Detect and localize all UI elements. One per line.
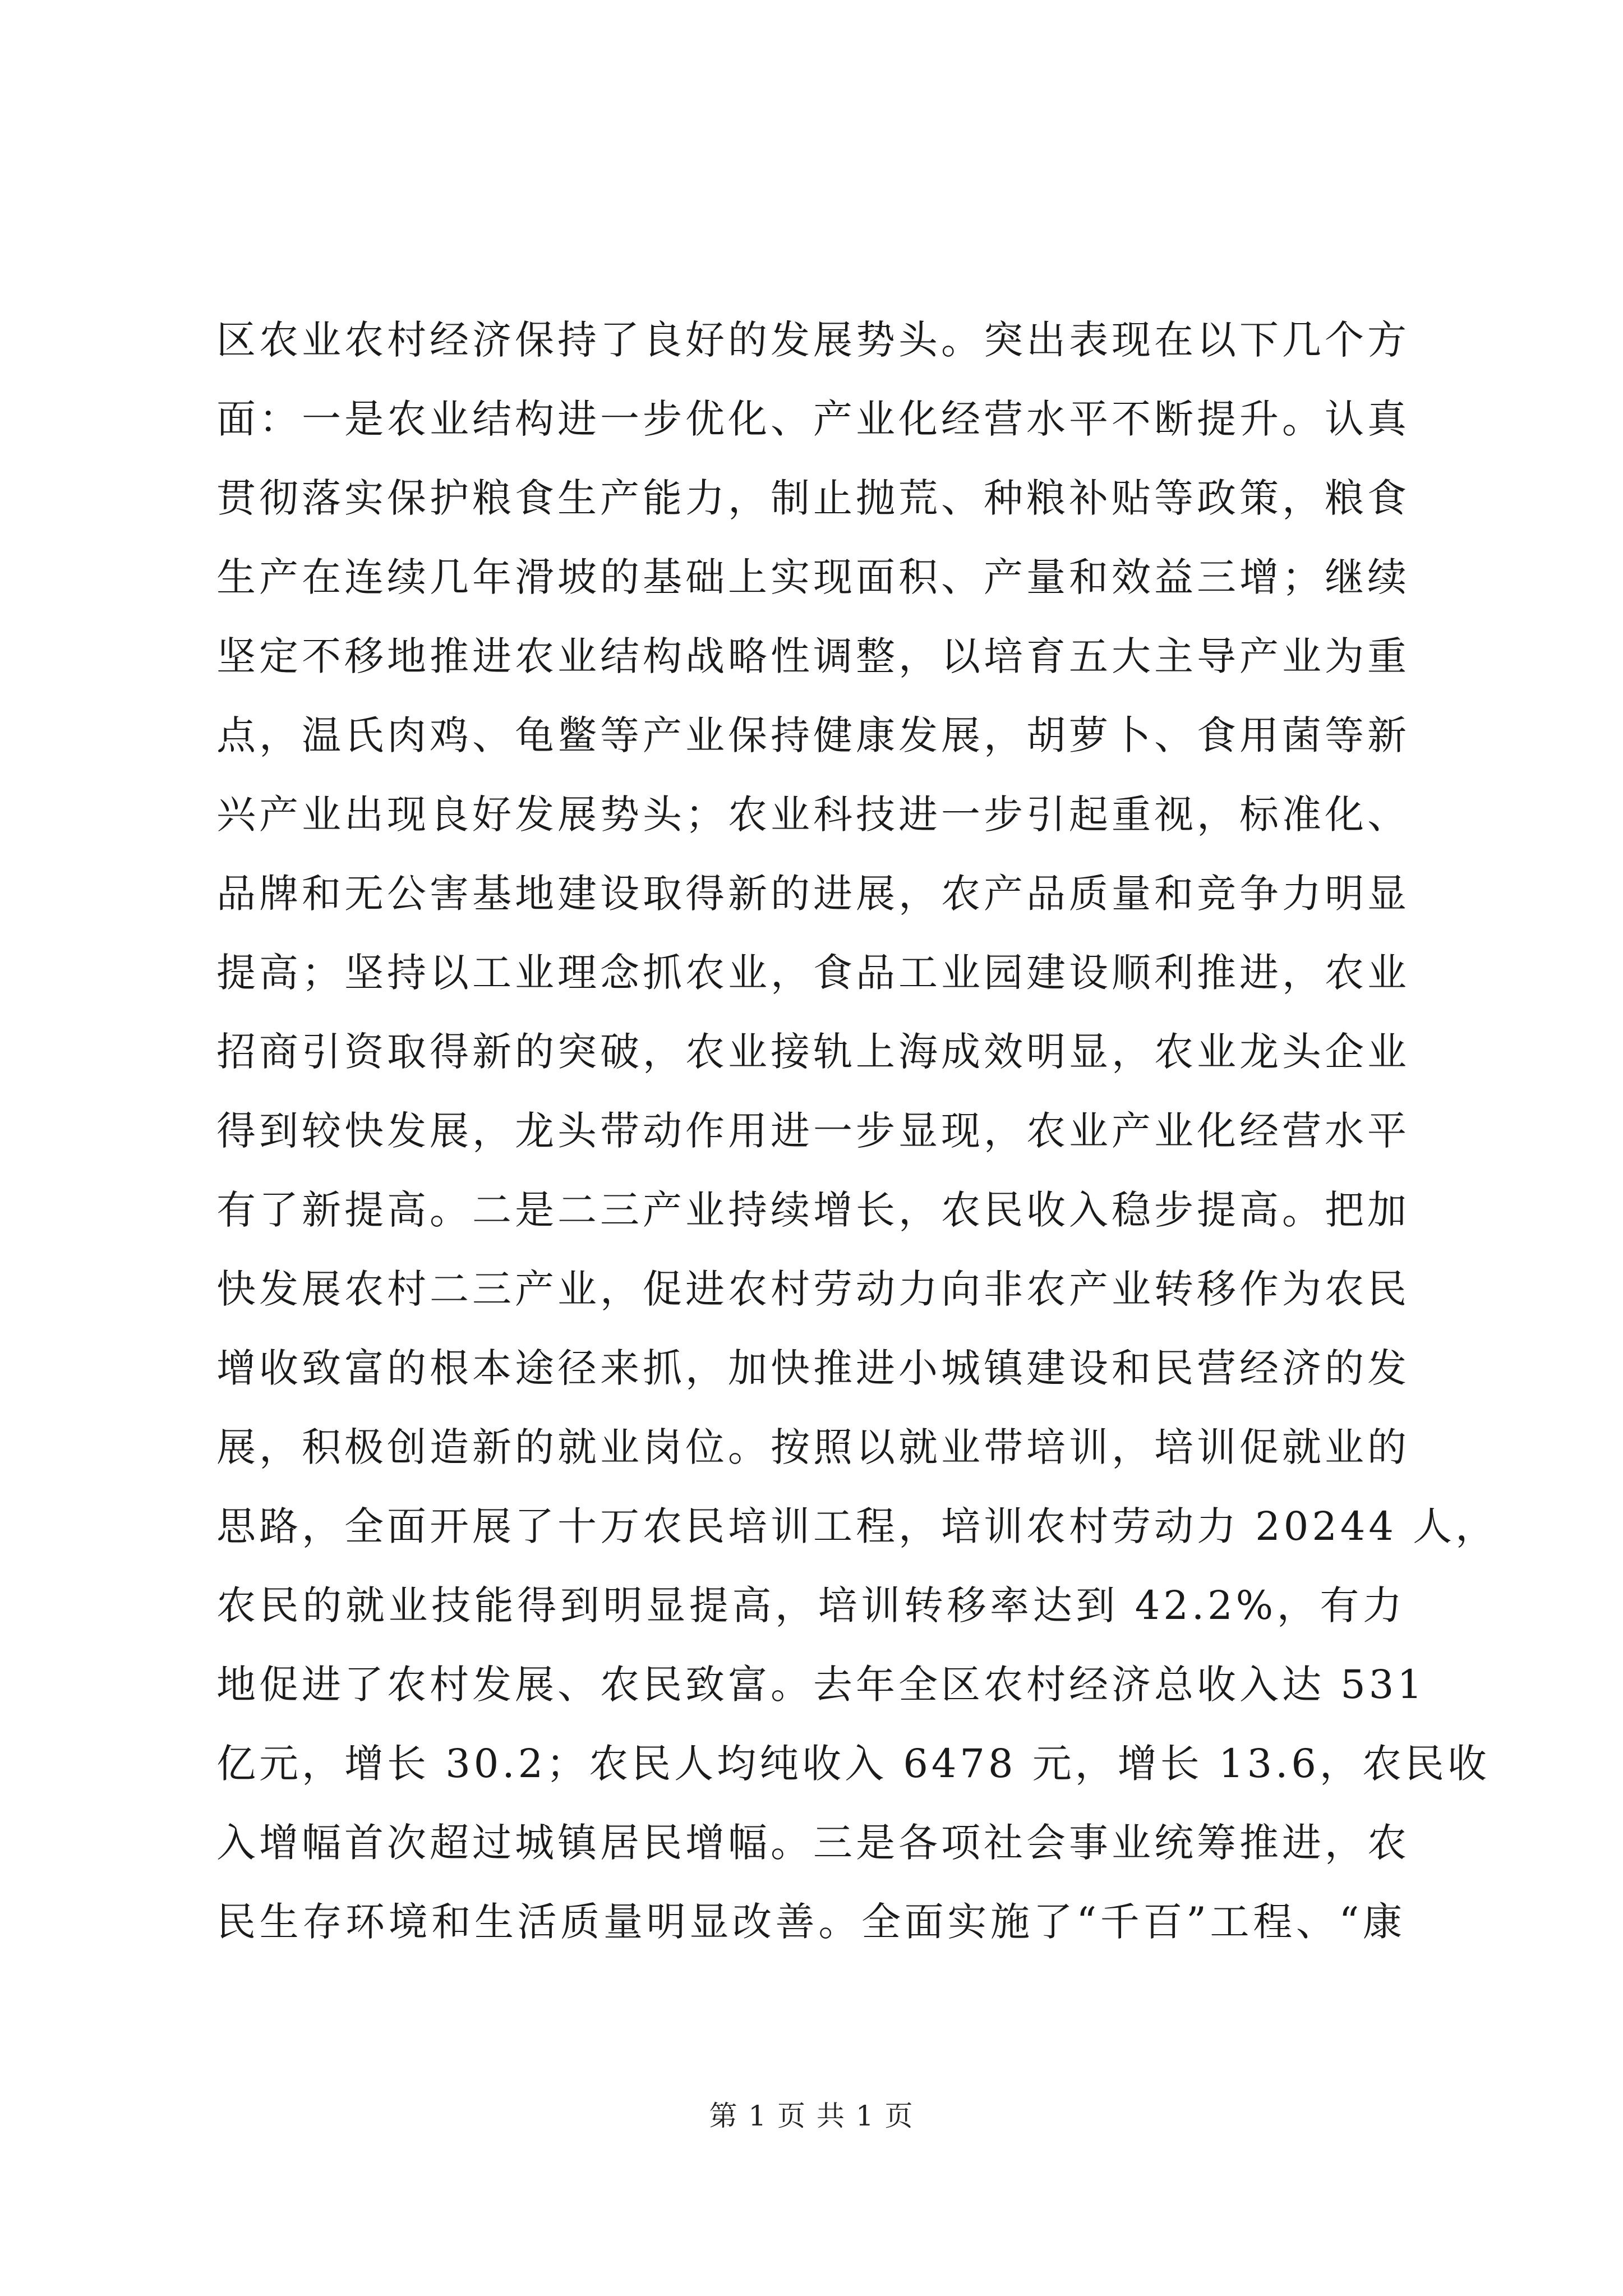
- text-line: 区农业农村经济保持了良好的发展势头。突出表现在以下几个方: [216, 317, 1410, 363]
- text-line: 招商引资取得新的突破，农业接轨上海成效明显，农业龙头企业: [216, 1029, 1410, 1075]
- text-line: 点，温氏肉鸡、龟鳖等产业保持健康发展，胡萝卜、食用菌等新: [216, 712, 1410, 758]
- text-line: 兴产业出现良好发展势头；农业科技进一步引起重视，标准化、: [216, 792, 1410, 838]
- text-line: 入增幅首次超过城镇居民增幅。三是各项社会事业统筹推进，农: [216, 1820, 1410, 1866]
- text-line: 地促进了农村发展、农民致富。去年全区农村经济总收入达 531: [216, 1662, 1426, 1708]
- text-line: 快发展农村二三产业，促进农村劳动力向非农产业转移作为农民: [216, 1266, 1410, 1312]
- page-footer: [0, 2099, 1623, 2133]
- text-line: 提高；坚持以工业理念抓农业，食品工业园建设顺利推进，农业: [216, 950, 1410, 996]
- text-line: 展，积极创造新的就业岗位。按照以就业带培训，培训促就业的: [216, 1424, 1410, 1470]
- text-line: 贯彻落实保护粮食生产能力，制止抛荒、种粮补贴等政策，粮食: [216, 475, 1410, 521]
- text-line: 亿元，增长 30.2；农民人均纯收入 6478 元，增长 13.6，农民收: [216, 1741, 1490, 1787]
- text-line: 思路，全面开展了十万农民培训工程，培训农村劳动力 20244 人，: [216, 1503, 1498, 1549]
- text-line: 品牌和无公害基地建设取得新的进展，农产品质量和竞争力明显: [216, 871, 1410, 917]
- text-line: 得到较快发展，龙头带动作用进一步显现，农业产业化经营水平: [216, 1108, 1410, 1154]
- text-line: 生产在连续几年滑坡的基础上实现面积、产量和效益三增；继续: [216, 554, 1410, 600]
- text-line: 坚定不移地推进农业结构战略性调整，以培育五大主导产业为重: [216, 633, 1410, 679]
- text-line: 民生存环境和生活质量明显改善。全面实施了“千百”工程、“康: [216, 1899, 1405, 1945]
- text-line: 农民的就业技能得到明显提高，培训转移率达到 42.2%，有力: [216, 1582, 1405, 1628]
- body-paragraph: [216, 301, 1498, 1962]
- text-line: 有了新提高。二是二三产业持续增长，农民收入稳步提高。把加: [216, 1187, 1410, 1233]
- text-line: 增收致富的根本途径来抓，加快推进小城镇建设和民营经济的发: [216, 1345, 1410, 1391]
- page-number-label: 第 1 页 共 1 页: [709, 2100, 914, 2132]
- text-line: 面：一是农业结构进一步优化、产业化经营水平不断提升。认真: [216, 396, 1410, 442]
